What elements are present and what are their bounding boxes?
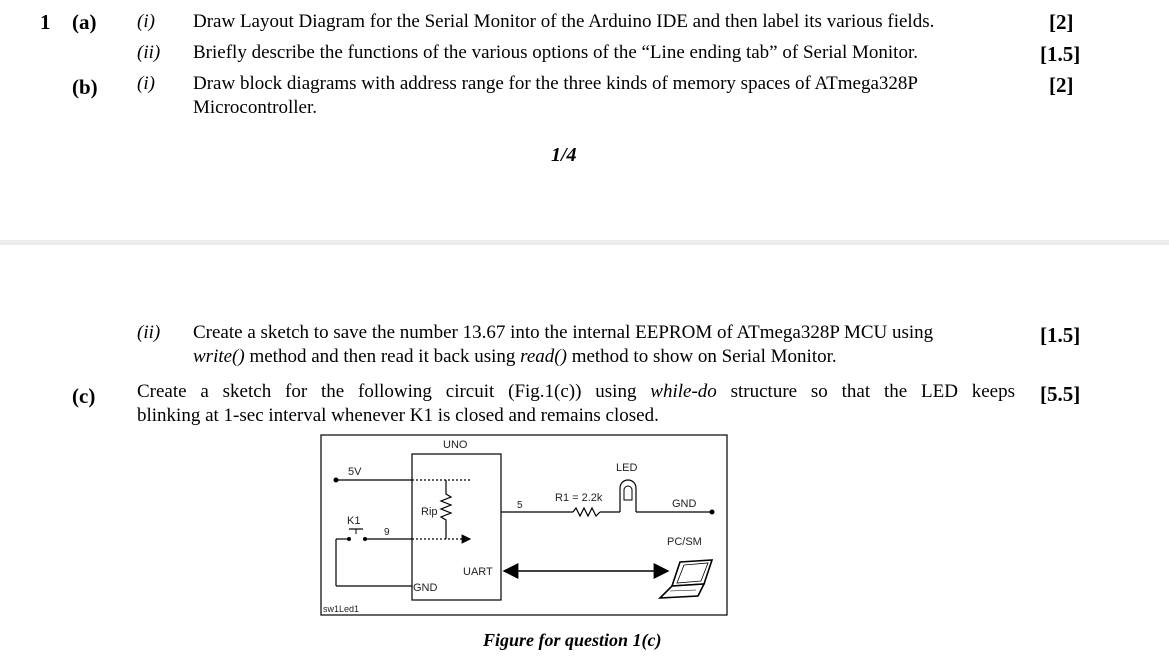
- led-label: LED: [616, 462, 638, 474]
- item-a-ii-marks: [1.5]: [1040, 42, 1081, 66]
- item-b-ii-line2: [193, 345, 837, 369]
- page-separator: [0, 240, 1169, 245]
- gnd-box-label: GND: [413, 582, 438, 594]
- uno-label: UNO: [443, 439, 468, 451]
- part-c-line1-end: structure so that the LED keeps: [716, 381, 1015, 402]
- write-method: write(): [193, 346, 245, 367]
- circuit-diagram: [320, 434, 730, 618]
- page-number: 1/4: [551, 144, 577, 166]
- pin5-label: 5: [517, 500, 523, 511]
- item-b-i-text-line1: Draw block diagrams with address range for the three kinds of memory spaces of ATmega328P: [193, 73, 918, 94]
- pin9-label: 9: [384, 527, 390, 538]
- part-c-line2: blinking at 1-sec interval whenever K1 is closed and remains closed.: [137, 405, 659, 426]
- item-b-ii-line2-mid: method and then read it back using: [244, 346, 521, 367]
- item-a-ii-roman: (ii): [137, 42, 161, 63]
- uart-label: UART: [463, 566, 493, 578]
- gnd-right-label: GND: [672, 498, 697, 510]
- pcsm-label: PC/SM: [667, 536, 702, 548]
- item-a-ii-text: Briefly describe the functions of the various options of the “Line ending tab” of Serial Monitor.: [193, 42, 918, 63]
- question-number: 1: [40, 10, 51, 34]
- item-b-ii-marks: [1.5]: [1040, 323, 1081, 347]
- figure-caption: Figure for question 1(c): [483, 630, 662, 650]
- read-method: read(): [520, 346, 567, 367]
- file-label: sw1Led1: [323, 604, 360, 614]
- part-b-label: (b): [72, 75, 98, 99]
- part-a-label: (a): [72, 10, 97, 34]
- part-c-line1-start: Create a sketch for the following circuit (Fig.1(c)) using: [137, 381, 651, 402]
- item-a-i-roman: (i): [137, 11, 155, 32]
- item-b-i-roman: (i): [137, 73, 155, 94]
- uno-box: [412, 454, 501, 600]
- item-b-ii-roman: (ii): [137, 322, 161, 343]
- item-b-ii-line2-end: method to show on Serial Monitor.: [566, 346, 837, 367]
- item-a-i-marks: [2]: [1049, 10, 1074, 34]
- part-c-label: (c): [72, 384, 96, 408]
- figure-frame: [321, 435, 727, 615]
- while-do-term: while-do: [650, 381, 717, 402]
- k1-label: K1: [347, 515, 361, 527]
- item-b-i-marks: [2]: [1049, 73, 1074, 97]
- gnd-terminal: [710, 510, 715, 515]
- 5v-label: 5V: [348, 466, 362, 478]
- item-b-ii-line1: Create a sketch to save the number 13.67 into the internal EEPROM of ATmega328P MCU using: [193, 322, 934, 343]
- item-a-i-text: Draw Layout Diagram for the Serial Monitor of the Arduino IDE and then label its various fields.: [193, 11, 935, 32]
- item-b-i-text-line2: Microcontroller.: [193, 97, 317, 118]
- part-c-line1: [137, 380, 1015, 404]
- part-c-marks: [5.5]: [1040, 382, 1081, 406]
- rip-label: Rip: [421, 506, 438, 518]
- r1-label: R1 = 2.2k: [555, 492, 603, 504]
